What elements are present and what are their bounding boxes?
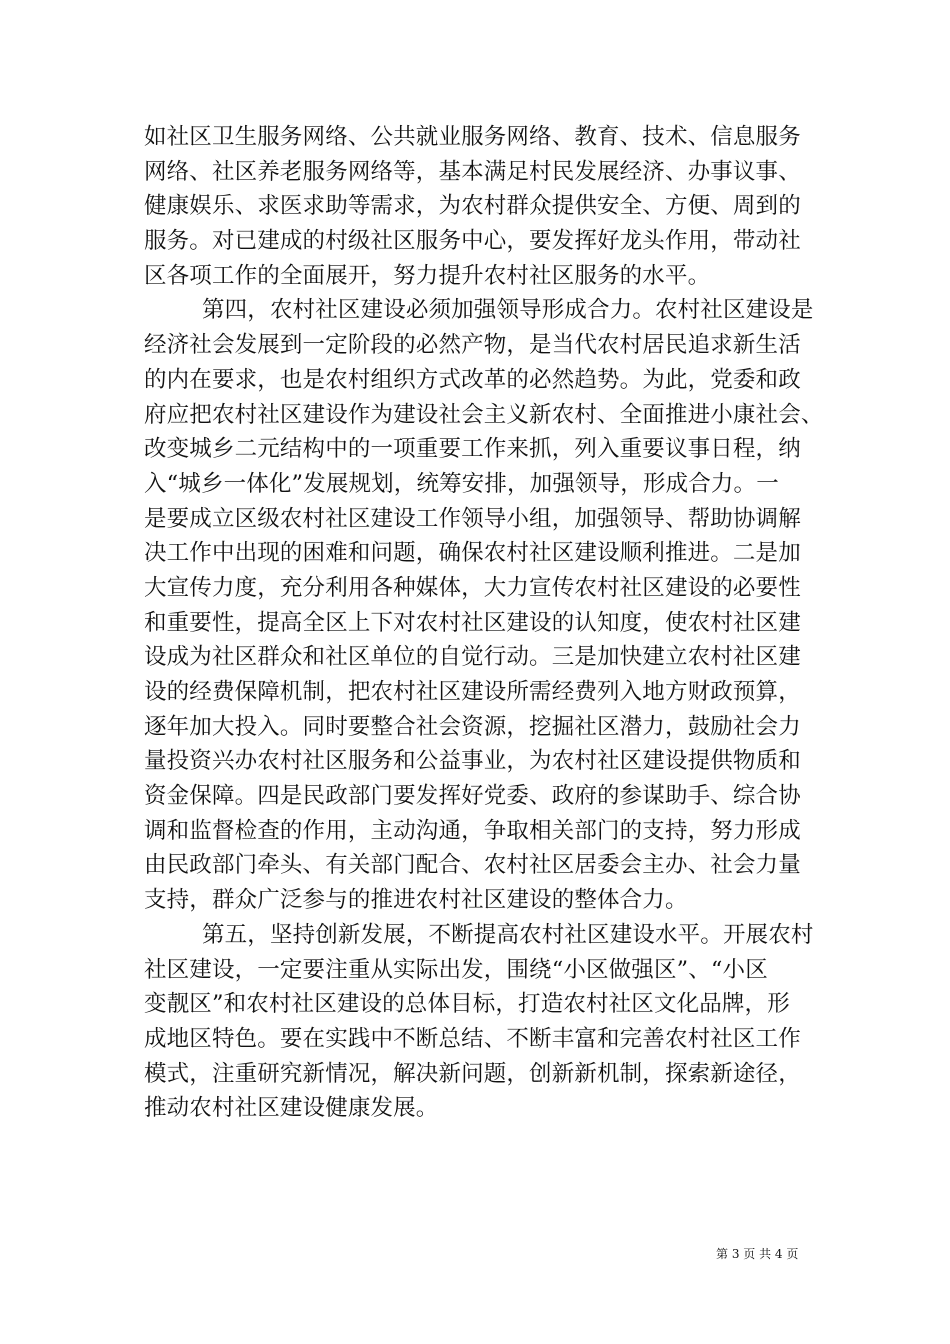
text-line: 设的经费保障机制，把农村社区建设所需经费列入地方财政预算， [144, 679, 801, 705]
paragraph-fifth [144, 918, 814, 1126]
text-line: 大宣传力度，充分利用各种媒体，大力宣传农村社区建设的必要性 [144, 574, 801, 601]
text-line: 经济社会发展到一定阶段的必然产物，是当代农村居民追求新生活 [144, 332, 801, 359]
text-line: 社区建设，一定要注重从实际出发，围绕“小区做强区”、“小区 [144, 956, 768, 983]
text-line: 区各项工作的全面展开，努力提升农村社区服务的水平。 [144, 262, 711, 289]
text-line: 服务。对已建成的村级社区服务中心，要发挥好龙头作用，带动社 [144, 228, 801, 255]
text-line: 第五，坚持创新发展，不断提高农村社区建设水平。开展农村 [202, 921, 814, 948]
text-line: 入“城乡一体化”发展规划，统筹安排，加强领导，形成合力。一 [144, 470, 779, 497]
text-line: 府应把农村社区建设作为建设社会主义新农村、全面推进小康社会、 [144, 401, 824, 428]
text-line: 如社区卫生服务网络、公共就业服务网络、教育、技术、信息服务 [144, 124, 801, 150]
text-line: 是要成立区级农村社区建设工作领导小组，加强领导、帮助协调解 [144, 505, 801, 532]
text-line: 决工作中出现的困难和问题，确保农村社区建设顺利推进。二是加 [144, 540, 801, 567]
text-line: 逐年加大投入。同时要整合社会资源，挖掘社区潜力，鼓励社会力 [144, 713, 801, 740]
text-line: 支持，群众广泛参与的推进农村社区建设的整体合力。 [144, 887, 688, 914]
text-line: 由民政部门牵头、有关部门配合、农村社区居委会主办、社会力量 [144, 852, 801, 879]
text-line: 资金保障。四是民政部门要发挥好党委、政府的参谋助手、综合协 [144, 783, 801, 810]
text-line: 调和监督检查的作用，主动沟通，争取相关部门的支持，努力形成 [144, 817, 801, 844]
text-line: 成地区特色。要在实践中不断总结、不断丰富和完善农村社区工作 [144, 1025, 801, 1052]
body-text [144, 120, 824, 1126]
text-line: 模式，注重研究新情况，解决新问题，创新新机制，探索新途径， [144, 1060, 801, 1087]
text-line: 的内在要求，也是农村组织方式改革的必然趋势。为此，党委和政 [144, 366, 801, 393]
page-number-footer: 第 3 页 共 4 页 [716, 1247, 799, 1261]
text-line: 变靓区”和农村社区建设的总体目标，打造农村社区文化品牌，形 [144, 991, 790, 1018]
text-line: 推动农村社区建设健康发展。 [144, 1095, 439, 1122]
text-line: 第四，农村社区建设必须加强领导形成合力。农村社区建设是 [202, 297, 814, 324]
text-line: 改变城乡二元结构中的一项重要工作来抓，列入重要议事日程，纳 [144, 436, 801, 463]
text-line: 设成为社区群众和社区单位的自觉行动。三是加快建立农村社区建 [144, 644, 801, 671]
paragraph-continuation [144, 120, 814, 293]
text-line: 和重要性，提高全区上下对农村社区建设的认知度，使农村社区建 [144, 609, 801, 636]
text-line: 量投资兴办农村社区服务和公益事业，为农村社区建设提供物质和 [144, 748, 801, 775]
text-line: 健康娱乐、求医求助等需求，为农村群众提供安全、方便、周到的 [144, 193, 801, 220]
text-line: 网络、社区养老服务网络等，基本满足村民发展经济、办事议事、 [144, 158, 801, 185]
paragraph-fourth [144, 293, 824, 917]
